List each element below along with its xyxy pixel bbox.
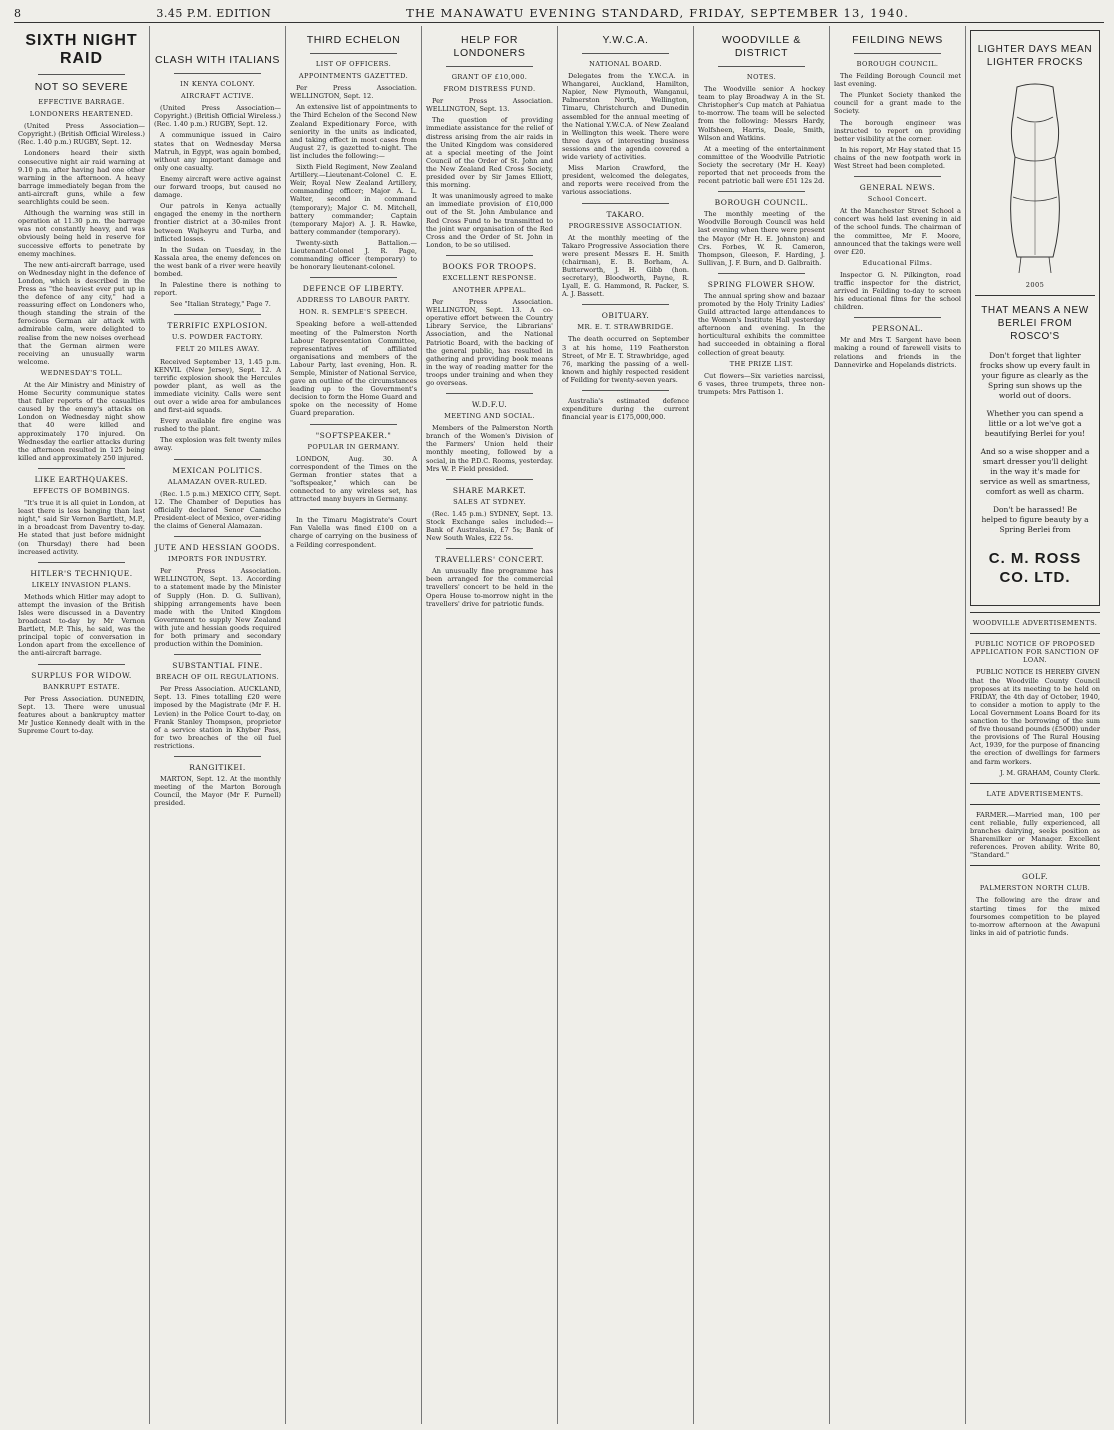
page-columns xyxy=(14,26,1104,1424)
ad-copy: Don't be harassed! Be helped to figure beauty by a Spring Berlei from xyxy=(981,505,1089,535)
paragraph: The following are the draw and starting times for the mixed foursomes competition to be played to-morrow afternoon at the Awapuni links in aid of patriotic funds. xyxy=(970,896,1100,937)
divider xyxy=(310,277,397,278)
paragraph: Every available fire engine was rushed to the plant. xyxy=(154,417,281,434)
subhead: BREACH OF OIL REGULATIONS. xyxy=(155,673,280,682)
paragraph: An extensive list of appointments to the Third Echelon of the Second New Zealand Expeditionary Force, with seniority in the units as indicated, and taking effect in most cases from August 27, is gazetted to-night. The list includes the following:— xyxy=(290,103,417,160)
divider xyxy=(718,273,805,274)
ad-copy: Don't forget that lighter frocks show up every fault in your figure as clearly as the Spring sun shows up the world out of doors. xyxy=(979,351,1091,401)
divider xyxy=(582,304,669,305)
paragraph: Per Press Association. WELLINGTON, Sept. 13. According to a statement made by the Minister of Supply (Hon. D. G. Sullivan), shipping arrangements have been made with the United Kingdom Government to supply New Zealand with jute and hessian goods required for both primary and secondary production within the Dominion. xyxy=(154,567,281,649)
ad-headline: LIGHTER DAYS MEAN LIGHTER FROCKS xyxy=(977,44,1093,68)
divider xyxy=(970,633,1100,634)
divider xyxy=(582,390,669,391)
paragraph: The Plunket Society thanked the council for a grant made to the Society. xyxy=(834,91,961,116)
divider xyxy=(174,756,261,757)
headline-third-echelon: THIRD ECHELON xyxy=(306,34,401,46)
column-5 xyxy=(558,26,694,1424)
divider xyxy=(446,255,533,256)
divider xyxy=(174,314,261,315)
section-heading: HITLER'S TECHNIQUE. xyxy=(30,568,133,578)
paragraph: Londoners heard their sixth consecutive night air raid warning at 9.10 p.m. after having had one other warning in the afternoon. A heavy barrage immediately began from the anti-aircraft guns, while a few searchlights could be seen. xyxy=(18,149,145,207)
section-heading: DEFENCE OF LIBERTY. xyxy=(302,284,405,294)
headline-ywca: Y.W.C.A. xyxy=(602,34,649,46)
column-2 xyxy=(150,26,286,1424)
paragraph: The explosion was felt twenty miles away. xyxy=(154,436,281,453)
subhead: IN KENYA COLONY. xyxy=(180,80,255,88)
subhead: FROM DISTRESS FUND. xyxy=(443,85,536,94)
style-number: 2005 xyxy=(1025,281,1045,289)
ad-subheadline: THAT MEANS A NEW BERLEI FROM ROSCO'S xyxy=(981,305,1089,343)
byline: Per Press Association. WELLINGTON, Sept. 12. xyxy=(290,84,417,101)
section-heading: MEXICAN POLITICS. xyxy=(172,465,263,475)
subhead: Educational Films. xyxy=(862,258,933,267)
headline-feilding-news: FEILDING NEWS xyxy=(852,34,943,46)
paragraph: The Feilding Borough Council met last evening. xyxy=(834,72,961,89)
advertiser-name: C. M. ROSS CO. LTD. xyxy=(988,550,1082,587)
divider xyxy=(975,295,1095,296)
section-heading: BOROUGH COUNCIL. xyxy=(714,198,809,208)
notice-heading: PUBLIC NOTICE OF PROPOSED APPLICATION FOR SANCTION OF LOAN. xyxy=(970,640,1100,665)
divider xyxy=(38,562,125,563)
paragraph: In the Sudan on Tuesday, in the Kassala area, the enemy defences on the west bank of a river were heavily bombed. xyxy=(154,245,281,278)
divider xyxy=(310,509,397,510)
subhead: SALES AT SYDNEY. xyxy=(453,497,526,506)
newspaper-title: THE MANAWATU EVENING STANDARD, FRIDAY, SEPTEMBER 13, 1940. xyxy=(406,6,910,20)
paragraph: Australia's estimated defence expenditure during the current financial year is £175,000,000. xyxy=(562,397,689,422)
divider xyxy=(174,73,261,74)
divider xyxy=(718,191,805,192)
divider xyxy=(310,53,397,54)
section-heading: BOOKS FOR TROOPS. xyxy=(442,261,537,271)
subhead: BANKRUPT ESTATE. xyxy=(42,682,121,691)
paragraph: The monthly meeting of the Woodville Borough Council was held last evening when there were present the Mayor (Mr H. E. Johnston) and Crs. Forbes, W. R. Cameron, Thompson, Gleeson, F. Harding, J. Sullivan, J. F. Burn, and D. Galbraith. xyxy=(698,210,825,267)
section-heading: SPRING FLOWER SHOW. xyxy=(707,279,816,289)
paragraph: Per Press Association. AUCKLAND, Sept. 13. Fines totalling £20 were imposed by the Magistrate (Mr F. H. Levien) in the Police Court to-day, on Frank Stanley Thompson, proprietor of a service station in Khyber Pass, for two breaches of the oil fuel restrictions. xyxy=(154,685,281,750)
paragraph: The question of providing immediate assistance for the relief of distress arising from the air raids in the United Kingdom was considered at a special meeting of the Joint Council of the Order of St. John and the New Zealand Red Cross Society, presided over by Sir James Elliott, this morning. xyxy=(426,116,553,190)
headline-sixth-night-raid: SIXTH NIGHT RAID xyxy=(25,32,138,67)
paragraph: Mr and Mrs T. Sargent have been making a round of farewell visits to relations and friends in the Dannevirke and Hopelands districts. xyxy=(834,336,961,369)
divider xyxy=(174,536,261,537)
section-heading: SHARE MARKET. xyxy=(452,485,527,495)
section-heading: TAKARO. xyxy=(606,209,645,219)
divider xyxy=(446,393,533,394)
subhead: NOTES. xyxy=(746,73,777,81)
paragraph: The Woodville senior A hockey team to play Broadway A in the St. Christopher's Cup match at Pahiatua to-morrow. The team will be selected from the following: Messrs Hardy, Wolfsheen, Harris, Deale, Smith, Wilson and Watkins. xyxy=(698,85,825,142)
paragraph: Methods which Hitler may adopt to attempt the invasion of the British Isles were discussed in a Daventry broadcast to-day by Mr Vernon Bartlett, M.P. This, he said, was the principal topic of conversation in London apart from the excellence of the anti-aircraft barrage. xyxy=(18,592,145,658)
byline: (United Press Association—Copyright.) (British Official Wireless.) (Rec. 1.40 p.m.) RUGBY, Sept. 12. xyxy=(18,122,145,147)
subhead: LONDONERS HEARTENED. xyxy=(29,110,134,119)
subhead: ALAMAZAN OVER-RULED. xyxy=(167,477,268,486)
column-4 xyxy=(422,26,558,1424)
divider xyxy=(854,317,941,318)
subhead: EXCELLENT RESPONSE. xyxy=(442,273,537,282)
divider xyxy=(970,783,1100,784)
paragraph: The death occurred on September 3 at his home, 119 Featherston Street, of Mr E. T. Strawbridge, aged 76, marking the passing of a well-known and highly respected resident of Feilding for twenty-seven years. xyxy=(562,335,689,384)
paragraph: Received September 13, 1.45 p.m. KENVIL (New Jersey), Sept. 12. A terrific explosion shook the Hercules powder plant, as well as the immediate vicinity. Calls were sent out over a wide area for ambulances and first-aid squads. xyxy=(154,357,281,415)
paragraph: The new anti-aircraft barrage, used on Wednesday night in the defence of London, which is described in the Press as "the heaviest ever put up in the defence of any city," had a reassuring effect on Londoners who, though standing the strain of the ferocious German air attack with admirable calm, were delighted to realise from the new noises overhead that the German airmen were receiving an unusually warm welcome. xyxy=(18,260,145,366)
subhead: LIKELY INVASION PLANS. xyxy=(31,580,132,589)
subhead: ANOTHER APPEAL. xyxy=(452,285,527,294)
divider xyxy=(854,53,941,54)
column-1 xyxy=(14,26,150,1424)
divider xyxy=(174,459,261,460)
section-heading: "SOFTSPEAKER." xyxy=(315,430,392,440)
paragraph: Inspector G. N. Pilkington, road traffic inspector for the district, arrived in Feilding to-day to screen his educational films for the school children. xyxy=(834,270,961,312)
column-6 xyxy=(694,26,830,1424)
divider xyxy=(970,612,1100,613)
subhead: EFFECTS OF BOMBINGS. xyxy=(33,486,130,495)
divider xyxy=(582,53,669,54)
paragraph: MARTON, Sept. 12. At the monthly meeting of the Marton Borough Council, the Mayor (Mr F. Purnell) presided. xyxy=(154,775,281,808)
subhead: IMPORTS FOR INDUSTRY. xyxy=(168,555,267,564)
paragraph: The borough engineer was instructed to report on providing better visibility at the corner. xyxy=(834,118,961,143)
section-heading: TRAVELLERS' CONCERT. xyxy=(435,555,544,565)
subhead: NOT SO SEVERE xyxy=(34,81,129,93)
paragraph: (Rec. 1.45 p.m.) SYDNEY, Sept. 13. Stock Exchange sales included:— Bank of Australasia, £7 5s; Bank of New South Wales, £22 5s. xyxy=(426,509,553,543)
section-heading: SUBSTANTIAL FINE. xyxy=(172,661,263,671)
cross-reference: See "Italian Strategy," Page 7. xyxy=(170,300,271,309)
subhead: School Concert. xyxy=(867,195,928,204)
subhead: NATIONAL BOARD. xyxy=(589,60,662,68)
subhead: APPOINTMENTS GAZETTED. xyxy=(298,72,409,81)
page-number: 8 xyxy=(14,6,22,20)
subhead: THE PRIZE LIST. xyxy=(729,359,794,368)
divider xyxy=(446,479,533,480)
column-8-advertisements xyxy=(966,26,1104,1424)
subhead: ADDRESS TO LABOUR PARTY. xyxy=(296,296,411,305)
paragraph: Per Press Association. DUNEDIN, Sept. 13. There were unusual features about a bankruptcy matter Mr Justice Kennedy dealt with in the Supreme Court to-day. xyxy=(18,694,145,735)
subhead: BOROUGH COUNCIL. xyxy=(856,60,939,68)
subhead: PROGRESSIVE ASSOCIATION. xyxy=(568,221,683,230)
paragraph: Twenty-sixth Battalion.—Lieutenant-Colonel J. R. Page, commanding officer (temporary) to be honorary lieutenant-colonel. xyxy=(290,238,417,272)
paragraph: In Palestine there is nothing to report. xyxy=(154,281,281,298)
paragraph: At the monthly meeting of the Takaro Progressive Association there were present Messrs E. H. Smith (chairman), E. B. Borham, A. Butterworth, J. H. Gibb (hon. secretary), Bloodworth, Payne, R. Lyall, E. G. Hammond, R. Packer, S. A. J. Bassett. xyxy=(562,233,689,299)
paragraph: In the Timaru Magistrate's Court Fan Valella was fined £100 on a charge of carrying on the business of a Feilding correspondent. xyxy=(290,516,417,549)
divider xyxy=(446,66,533,67)
subhead: HON. R. SEMPLE'S SPEECH. xyxy=(298,308,409,317)
paragraph: Delegates from the Y.W.C.A. in Whangarei, Auckland, Hamilton, Napier, New Plymouth, Wanganui, Palmerston North, Wellington, Timaru, Christchurch and Dunedin assembled for the annual meeting of the National Y.W.C.A. of New Zealand in Wellington this week. There were three days of interesting business sessions and the agenda covered a wide variety of activities. xyxy=(562,72,689,162)
subhead: MR. E. T. STRAWBRIDGE. xyxy=(577,323,674,332)
subhead: POPULAR IN GERMANY. xyxy=(307,442,400,451)
paragraph: Cut flowers—Six varieties narcissi, 6 vases, three trumpets, three non-trumpets: Mrs Pattison 1. xyxy=(698,371,825,396)
subhead: LIST OF OFFICERS. xyxy=(315,60,392,68)
section-heading: PERSONAL. xyxy=(871,324,924,334)
paragraph: A communique issued in Cairo states that on Wednesday Mersa Matruh, in Egypt, was again bombed, without any important damage and only one casualty. xyxy=(154,131,281,172)
section-heading: LIKE EARTHQUAKES. xyxy=(34,474,129,484)
paragraph: Speaking before a well-attended meeting of the Palmerston North Labour Representation Committee, representatives of affiliated organisations and members of the Labour Party, last evening, Hon. R. Semple, Minister of National Service, gave an outline of the circumstances leading up to the Government's decision to form the Home Guard and spoke on the necessity of Home Guard preparation. xyxy=(290,320,417,418)
subhead: AIRCRAFT ACTIVE. xyxy=(180,92,255,101)
classified-ad: FARMER.—Married man, 100 per cent reliable, fully experienced, all branches dairying, seeks position as Sharemilker or Manager. Excellent references. Proven ability. Write 80, "Standard." xyxy=(970,810,1100,860)
divider xyxy=(38,74,125,75)
divider xyxy=(582,203,669,204)
paragraph: At the Manchester Street School a concert was held last evening in aid of the school funds. The chairman of the committee, Mr F. Moore, announced that the takings were well over £20. xyxy=(834,207,961,256)
column-7 xyxy=(830,26,966,1424)
headline-woodville-district: WOODVILLE & DISTRICT xyxy=(722,34,801,59)
section-heading: GOLF. xyxy=(1021,872,1049,882)
divider xyxy=(38,664,125,665)
paragraph: An unusually fine programme has been arranged for the commercial travellers' concert to be held in the Opera House to-morrow night in the travellers' drive for patriotic funds. xyxy=(426,567,553,608)
paragraph: Members of the Palmerston North branch of the Women's Division of the Farmers' Union held their monthly meeting, followed by a social, in the P.D.C. Rooms, yesterday. Mrs W. P. Field presided. xyxy=(426,424,553,473)
edition-label: 3.45 P.M. EDITION xyxy=(156,6,272,20)
headline-clash-with-italians: CLASH WITH ITALIANS xyxy=(155,54,280,66)
paragraph: It was unanimously agreed to make an immediate provision of £10,000 out of the St. John Ambulance and Red Cross Fund to be transmitted to the joint war organisation of the Red Cross and the Order of St. John in London, to be so utilised. xyxy=(426,192,553,249)
paragraph: The annual spring show and bazaar promoted by the Holy Trinity Ladies' Guild attracted large attendances to the Women's Institute Hall yesterday afternoon and evening. In the horticultural exhibits the committee had succeeded in obtaining a floral collection of great beauty. xyxy=(698,291,825,357)
masthead xyxy=(14,4,1104,23)
section-heading: W.D.F.U. xyxy=(471,400,508,410)
divider xyxy=(310,424,397,425)
divider xyxy=(38,468,125,469)
subhead: WEDNESDAY'S TOLL. xyxy=(40,368,123,377)
paragraph: Miss Marion Crawford, the president, welcomed the delegates, and reports were received from the various associations. xyxy=(562,164,689,197)
column-3 xyxy=(286,26,422,1424)
subhead: EFFECTIVE BARRAGE. xyxy=(38,98,125,106)
headline-help-for-londoners: HELP FOR LONDONERS xyxy=(453,34,526,59)
subhead: U.S. POWDER FACTORY. xyxy=(171,333,264,342)
section-heading: GENERAL NEWS. xyxy=(859,183,936,193)
paragraph: Per Press Association. WELLINGTON, Sept. 13. A co-operative effort between the Country Library Service, the Librarians' Association, and the National Patriotic Board, with the backing of the general public, has resulted in gathering and providing book means in the way of reading matter for the troops under training and when they go overseas. xyxy=(426,298,553,387)
paragraph: At the Air Ministry and Ministry of Home Security communique states that fuller reports of the casualties caused by the enemy's attacks on London on Wednesday night show that 40 were killed and approximately 170 injured. On Wednesday the earlier attacks during the afternoon resulted in 125 being killed and approximately 250 injured. xyxy=(18,381,145,462)
byline: Per Press Association. WELLINGTON, Sept. 13. xyxy=(426,97,553,114)
section-heading: SURPLUS FOR WIDOW. xyxy=(31,670,132,680)
notice-signature: J. M. GRAHAM, County Clerk. xyxy=(1000,768,1100,777)
notice-text: PUBLIC NOTICE IS HEREBY GIVEN that the Woodville County Council proposes at its meeting to be held on FRIDAY, the 4th day of October, 1940, to consider a motion to apply to the Local Government Loans Board for its sanction to the borrowing of the sum of five thousand pounds (£5000) under the provisions of The Rural Housing Act, 1939, for the purpose of financing the erection of dwellings for farmers and farm workers. xyxy=(970,668,1100,766)
subhead: PALMERSTON NORTH CLUB. xyxy=(979,884,1091,893)
divider xyxy=(718,66,805,67)
divider xyxy=(854,176,941,177)
paragraph: In his report, Mr Hay stated that 15 chains of the new footpath work in West Street had been completed. xyxy=(834,145,961,171)
section-heading: TERRIFIC EXPLOSION. xyxy=(167,321,268,331)
section-heading: OBITUARY. xyxy=(601,311,650,321)
section-heading: LATE ADVERTISEMENTS. xyxy=(986,789,1084,798)
paragraph: At a meeting of the entertainment committee of the Woodville Patriotic Society the secretary (Mr H. Keay) reported that net proceeds from the recent patriotic ball were £51 12s 2d. xyxy=(698,144,825,186)
byline: (United Press Association—Copyright.) (British Official Wireless.) (Rec. 1.40 p.m.) RUGBY, Sept. 12. xyxy=(154,104,281,129)
paragraph: (Rec. 1.5 p.m.) MEXICO CITY, Sept. 12. The Chamber of Deputies has officially declared Senor Camacho President-elect of Mexico, over-riding the claims of General Alamazan. xyxy=(154,489,281,531)
paragraph: Sixth Field Regiment, New Zealand Artillery.—Lieutenant-Colonel C. E. Weir, Royal New Zealand Artillery, commanding officer; Major A. L. Walter, second in command (temporary); Major C. M. Mitchell, battery commander; Captain (temporary Major) A. J. R. Hawke, battery commander (temporary). xyxy=(290,163,417,236)
corset-illustration xyxy=(987,77,1083,277)
paragraph: Enemy aircraft were active against our forward troops, but caused no damage. xyxy=(154,174,281,200)
section-heading: RANGITIKEI. xyxy=(189,763,246,772)
ad-copy: And so a wise shopper and a smart dresser you'll delight in the way it's made for service as well as smartness, comfort as well as charm. xyxy=(979,447,1091,497)
subhead: GRANT OF £10,000. xyxy=(451,73,528,81)
paragraph: "It's true it is all quiet in London, at least there is less banging than last night," said Sir Vernon Bartlett, M.P., in a broadcast from Daventry to-day. He stated that just before midnight (on Thursday) there had been increased activity. xyxy=(18,499,145,556)
paragraph: LONDON, Aug. 30. A correspondent of the Times on the German frontier states that a "softspeaker," which can be connected to any wireless set, has attracted many buyers in Germany. xyxy=(290,454,417,504)
subhead: FELT 20 MILES AWAY. xyxy=(175,345,260,354)
section-heading: WOODVILLE ADVERTISEMENTS. xyxy=(972,619,1098,628)
divider xyxy=(174,654,261,655)
berlei-advertisement xyxy=(970,30,1100,606)
divider xyxy=(970,804,1100,805)
paragraph: Although the warning was still in operation at 11.30 p.m. the barrage was not constantly heavy, and was obviously being held in reserve for successive efforts to penetrate by enemy machines. xyxy=(18,209,145,258)
ad-copy: Whether you can spend a little or a lot we've got a beautifying Berlei for you! xyxy=(984,409,1086,439)
divider xyxy=(446,548,533,549)
subhead: MEETING AND SOCIAL. xyxy=(444,412,535,421)
divider xyxy=(970,865,1100,866)
section-heading: JUTE AND HESSIAN GOODS. xyxy=(154,543,281,553)
paragraph: Our patrols in Kenya actually engaged the enemy in the northern frontier district at a 30-miles front between Wajheyru and Turba, and inflicted losses. xyxy=(154,202,281,243)
